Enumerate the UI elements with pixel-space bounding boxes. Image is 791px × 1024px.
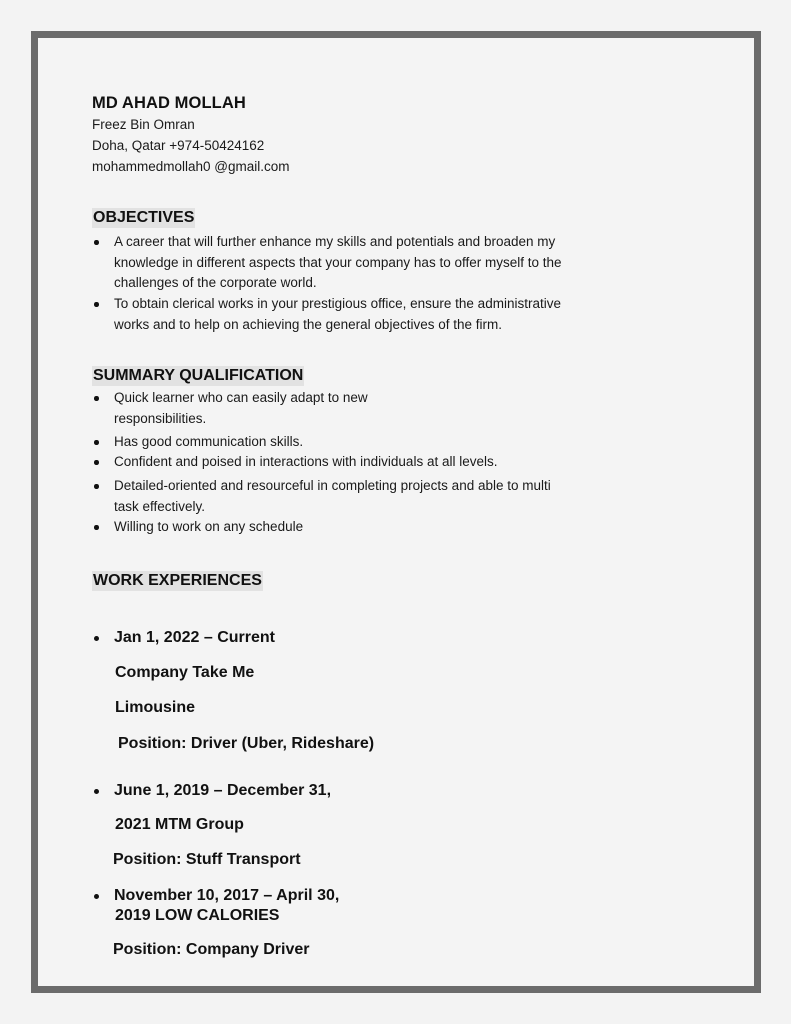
job-dates: Jan 1, 2022 – Current xyxy=(92,628,644,648)
summary-line: Willing to work on any schedule xyxy=(114,519,304,534)
summary-item xyxy=(92,452,644,473)
job-position: Position: Driver (Uber, Rideshare) xyxy=(118,735,375,752)
email: mohammedmollah0 @gmail.com xyxy=(92,159,290,174)
summary-item xyxy=(92,388,644,429)
summary-heading: SUMMARY QUALIFICATION xyxy=(93,367,304,384)
job-dates: June 1, 2019 – December 31, xyxy=(92,781,644,801)
work-heading: WORK EXPERIENCES xyxy=(93,572,262,589)
job-position: Position: Company Driver xyxy=(113,941,310,958)
job-position: Position: Stuff Transport xyxy=(113,851,301,868)
summary-line: task effectively. xyxy=(114,498,206,514)
job-company: Company Take Me xyxy=(115,664,255,681)
city-phone: Doha, Qatar +974-50424162 xyxy=(92,138,265,153)
objective-line: works and to help on achieving the general objectives of the firm. xyxy=(114,316,502,332)
job-company-cont: Limousine xyxy=(115,699,196,716)
summary-line: Confident and poised in interactions with individuals at all levels. xyxy=(114,454,498,469)
job-company: 2021 MTM Group xyxy=(115,816,244,833)
objective-line: A career that will further enhance my skills and potentials and broaden my xyxy=(114,234,556,249)
summary-item xyxy=(92,517,644,538)
summary-line: Has good communication skills. xyxy=(114,434,304,449)
objective-line: To obtain clerical works in your prestigious office, ensure the administrative xyxy=(114,296,561,311)
objective-item xyxy=(92,294,644,335)
job-dates: November 10, 2017 – April 30, xyxy=(92,886,644,906)
summary-line: Quick learner who can easily adapt to new xyxy=(114,390,368,405)
applicant-name: MD AHAD MOLLAH xyxy=(92,94,246,112)
summary-line: Detailed-oriented and resourceful in completing projects and able to multi xyxy=(114,478,551,493)
objective-item xyxy=(92,232,644,294)
address-line: Freez Bin Omran xyxy=(92,117,195,132)
summary-item xyxy=(92,476,644,517)
summary-item xyxy=(92,432,644,453)
objectives-heading: OBJECTIVES xyxy=(93,209,195,226)
objective-line: knowledge in different aspects that your company has to offer myself to the xyxy=(114,254,562,270)
summary-line: responsibilities. xyxy=(114,410,207,426)
objective-line: challenges of the corporate world. xyxy=(114,275,317,290)
job-company: 2019 LOW CALORIES xyxy=(115,907,280,924)
